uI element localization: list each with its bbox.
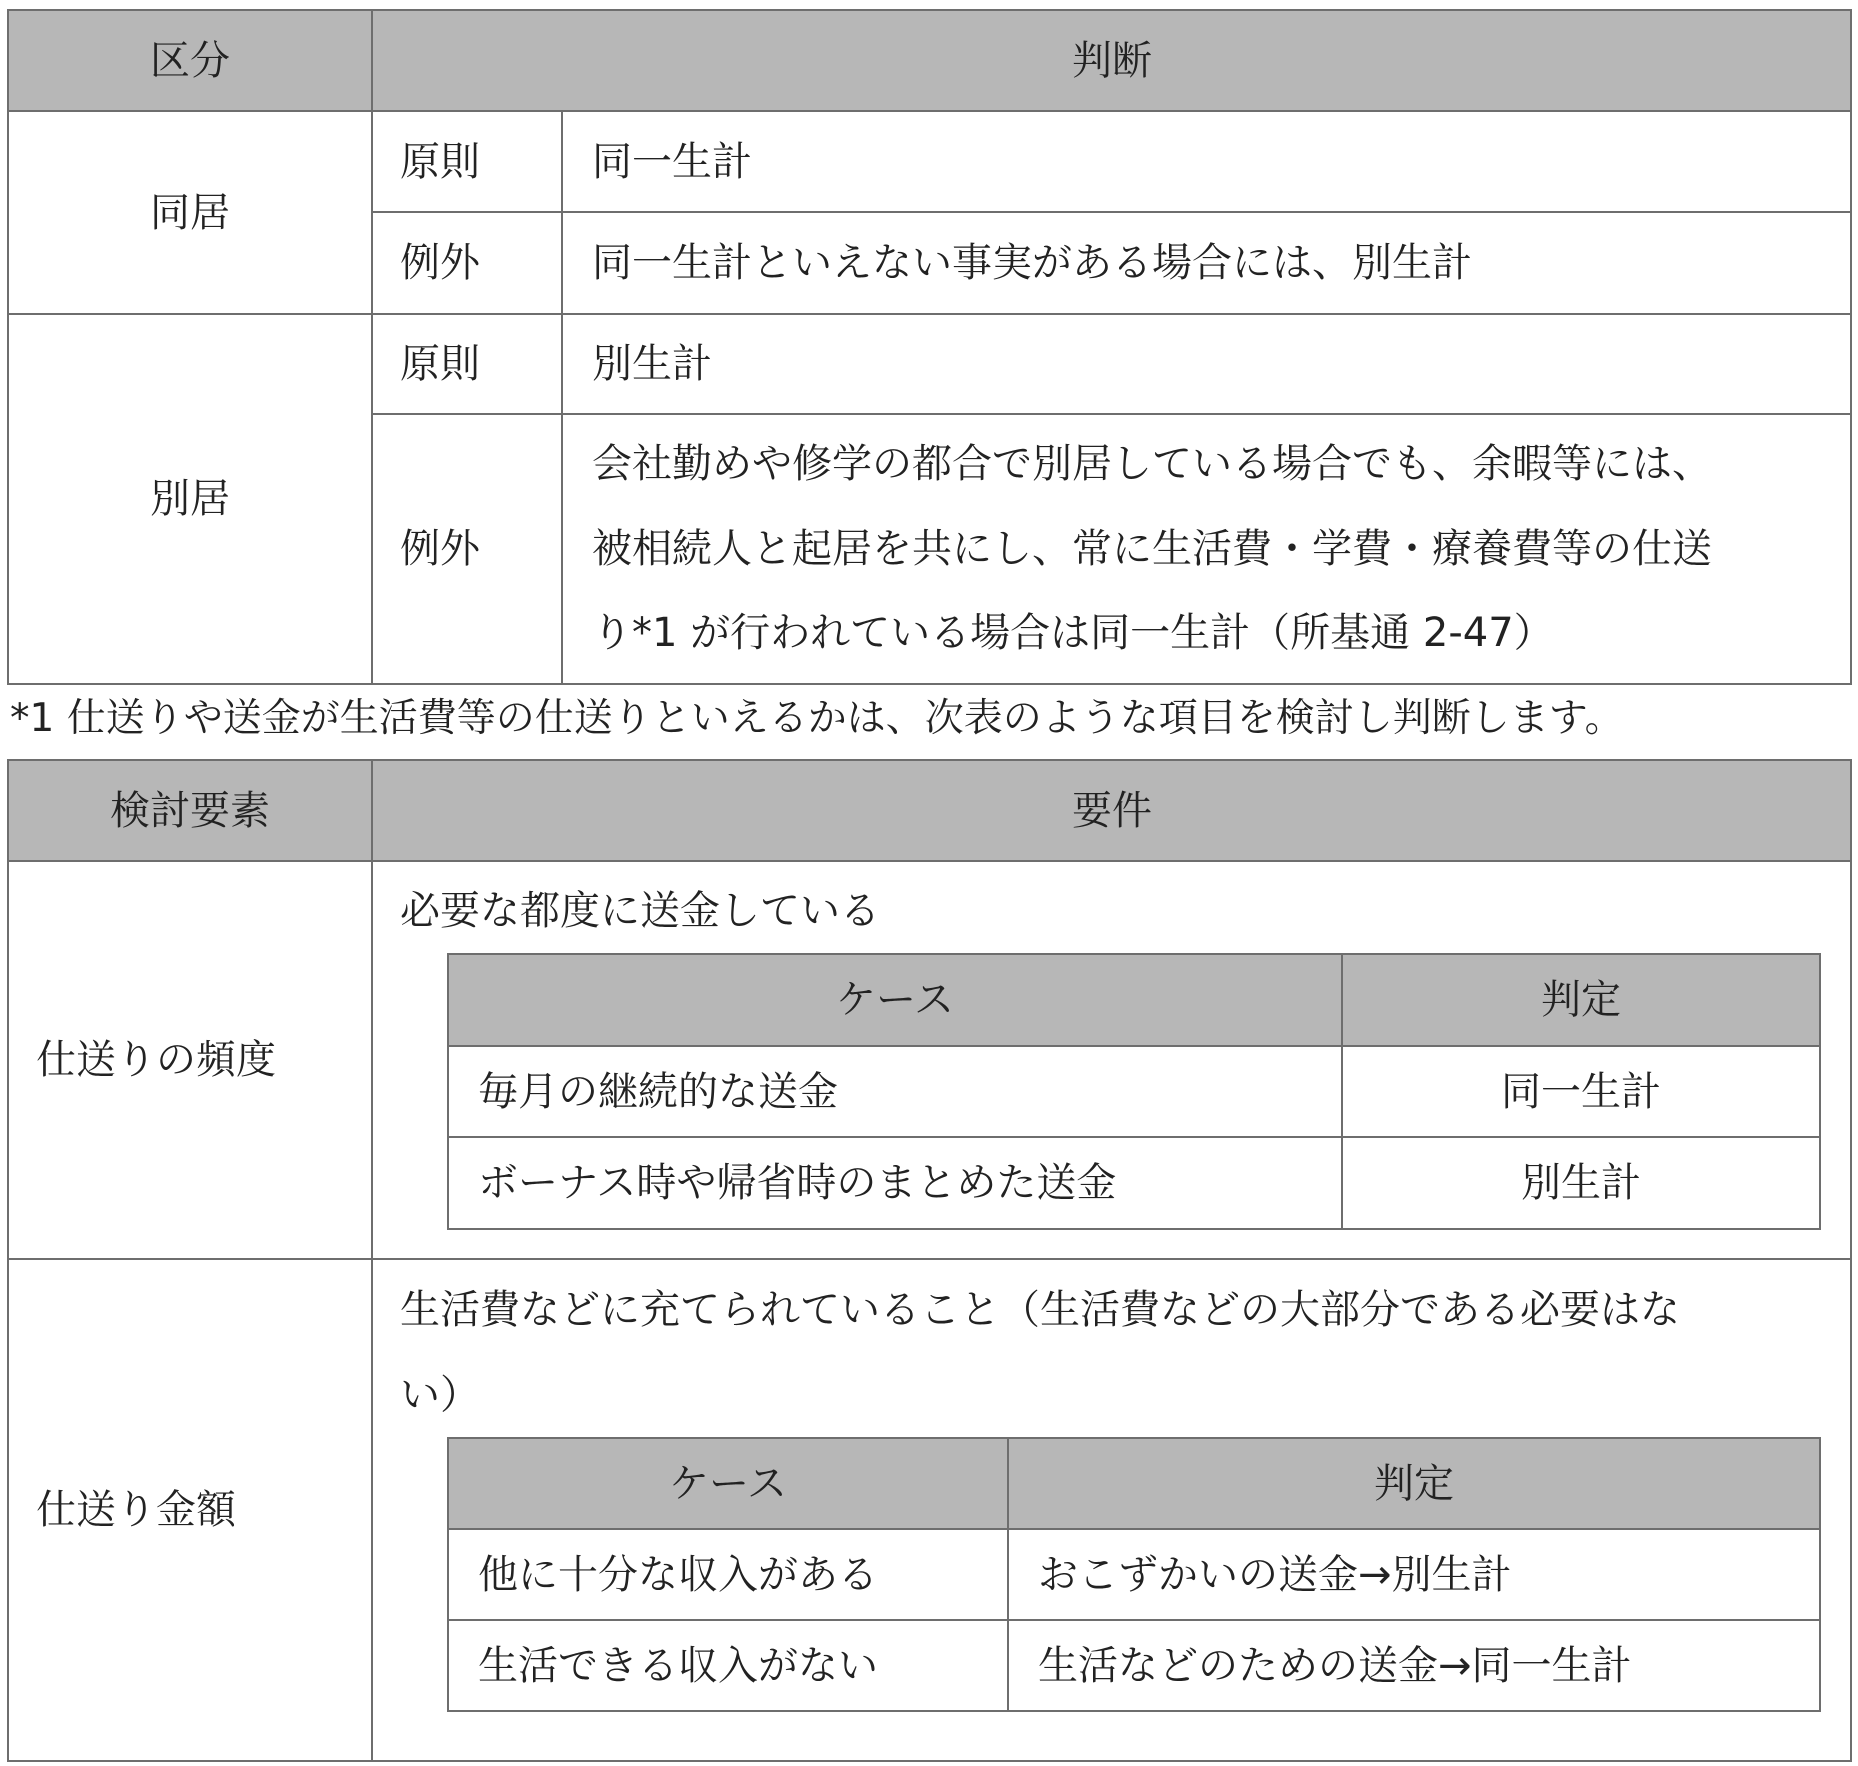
t2-border-header	[8, 860, 1852, 862]
amount-requirement-line-2: い）	[400, 1372, 480, 1418]
t1-border-dokyo-bottom	[8, 313, 1852, 315]
t1-border-col2	[561, 111, 563, 685]
category-bekkyo: 別居	[150, 476, 230, 522]
amount-row-2-verdict: 生活などのための送金→同一生計	[1038, 1642, 1632, 1689]
header-requirement: 要件	[1072, 787, 1152, 834]
factor-amount: 仕送り金額	[36, 1487, 236, 1533]
frequency-header-verdict: 判定	[1541, 977, 1621, 1023]
t2-border-right	[1850, 759, 1852, 1762]
amount-row-2-case: 生活できる収入がない	[478, 1642, 878, 1689]
frequency-row-1-verdict: 同一生計	[1501, 1068, 1661, 1115]
dokyo-principle-label: 原則	[400, 138, 480, 185]
amt-sub-border-right	[1819, 1437, 1821, 1712]
bekkyo-exception-line-3: り*1 が行われている場合は同一生計（所基通 2-47）	[592, 610, 1554, 656]
header-judgement: 判断	[1072, 37, 1152, 84]
footnote: *1 仕送りや送金が生活費等の仕送りといえるかは、次表のような項目を検討し判断します。	[10, 696, 1624, 741]
frequency-requirement: 必要な都度に送金している	[400, 888, 880, 934]
t1-border-header	[8, 110, 1852, 112]
t1-border-bottom	[8, 683, 1852, 685]
t2-border-bottom	[8, 1760, 1852, 1762]
bekkyo-principle-text: 別生計	[592, 341, 712, 387]
dokyo-exception-label: 例外	[400, 240, 480, 286]
bekkyo-exception-label: 例外	[400, 526, 480, 572]
frequency-header-case: ケース	[836, 977, 954, 1023]
dokyo-exception-text: 同一生計といえない事実がある場合には、別生計	[592, 240, 1472, 286]
t1-border-dokyo-mid	[372, 211, 1852, 213]
amt-sub-border-bottom	[448, 1710, 1820, 1712]
amt-sub-border-left	[447, 1437, 449, 1712]
bekkyo-exception-line-2: 被相続人と起居を共にし、常に生活費・学費・療養費等の仕送	[592, 526, 1712, 572]
t1-border-bekkyo-mid	[372, 413, 1852, 415]
t2-border-mid	[8, 1258, 1852, 1260]
freq-sub-border-top	[448, 953, 1820, 955]
amt-sub-border-mid	[448, 1619, 1820, 1621]
t1-border-col1	[371, 9, 373, 685]
factor-frequency: 仕送りの頻度	[36, 1037, 276, 1083]
frequency-row-2-case: ボーナス時や帰省時のまとめた送金	[478, 1160, 1117, 1206]
amt-sub-border-col	[1007, 1437, 1009, 1712]
bekkyo-principle-label: 原則	[400, 341, 480, 387]
t2-border-top	[8, 759, 1852, 761]
freq-sub-border-col	[1341, 953, 1343, 1230]
amount-header-case: ケース	[669, 1460, 787, 1507]
category-dokyo: 同居	[150, 189, 230, 236]
amt-sub-border-top	[448, 1437, 1820, 1439]
frequency-row-2-verdict: 別生計	[1521, 1160, 1641, 1206]
freq-sub-border-left	[447, 953, 449, 1230]
freq-sub-border-mid	[448, 1136, 1820, 1138]
amount-header-verdict: 判定	[1374, 1460, 1454, 1507]
t1-border-top	[8, 9, 1852, 11]
dokyo-principle-text: 同一生計	[592, 138, 752, 185]
t1-border-left	[7, 9, 9, 685]
amt-sub-border-header	[448, 1528, 1820, 1530]
header-factor: 検討要素	[110, 787, 270, 834]
amount-row-1-case: 他に十分な収入がある	[478, 1551, 878, 1598]
freq-sub-border-bottom	[448, 1228, 1820, 1230]
freq-sub-border-right	[1819, 953, 1821, 1230]
t2-border-col1	[371, 759, 373, 1762]
frequency-row-1-case: 毎月の継続的な送金	[478, 1068, 838, 1115]
amount-row-1-verdict: おこずかいの送金→別生計	[1038, 1551, 1512, 1598]
amount-requirement-line-1: 生活費などに充てられていること（生活費などの大部分である必要はな	[400, 1287, 1680, 1333]
bekkyo-exception-line-1: 会社勤めや修学の都合で別居している場合でも、余暇等には、	[592, 441, 1712, 487]
t1-border-right	[1850, 9, 1852, 685]
header-category: 区分	[150, 37, 230, 84]
freq-sub-border-header	[448, 1045, 1820, 1047]
t2-border-left	[7, 759, 9, 1762]
